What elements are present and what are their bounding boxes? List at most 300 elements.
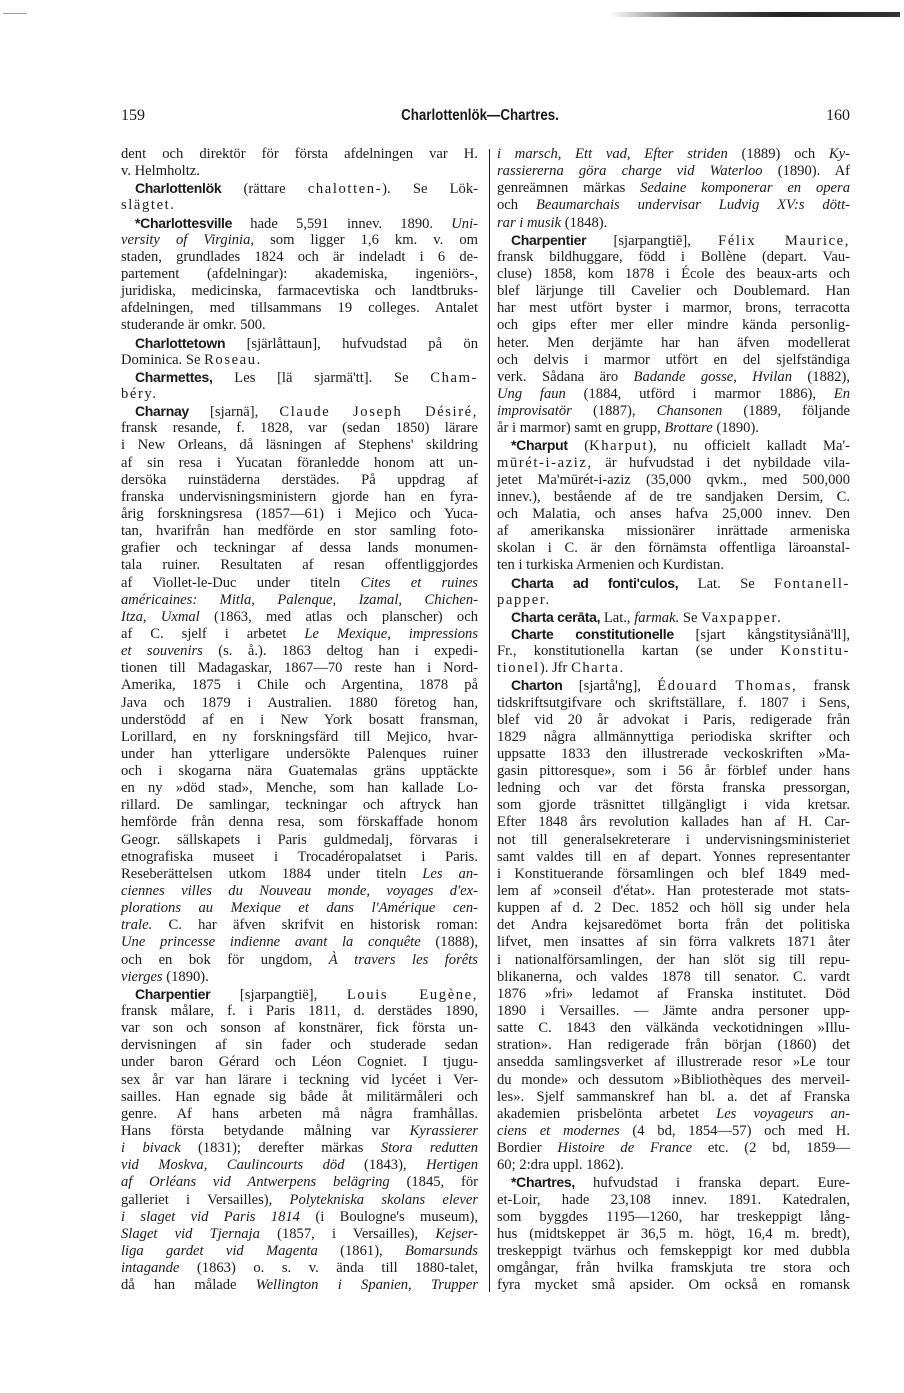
text-line [121,1260,478,1277]
body-text: fransk [797,678,850,695]
body-text: Se [679,609,702,626]
text-line [121,1072,478,1089]
entry-headword: *Charlottesville [135,214,233,231]
body-text: v. Helmholtz. [121,163,200,180]
text-line [121,849,478,866]
text-line [121,437,478,454]
page-number-left: 159 [121,107,145,124]
text-line [121,609,478,626]
text-line [121,677,478,694]
text-line [497,934,850,951]
body-text: ). Jfr [539,660,572,677]
body-text: har mest utfört byster i marmor, brons, terracotta [497,300,850,317]
scan-artifact [3,13,27,14]
text-line [497,1226,850,1243]
italic-text: Uni- [451,215,478,232]
body-text: (1882), [792,368,850,385]
text-line [121,523,478,540]
body-text: juridiska, medicinska, farmacevtiska och landtbruks- [121,283,478,300]
body-text: (1890). [712,420,759,437]
italic-text: Ky- [828,146,850,162]
italic-text: Une princesse indienne avant la conquête [121,934,421,951]
body-text: (1890). Af [762,163,850,180]
text-line [497,1140,850,1157]
italic-text: vid Moskva, Caulincourts död [121,1157,345,1174]
text-line [121,1157,478,1174]
body-text: i New Orleans, då läsningen af Stephens' skildring [121,437,478,454]
text-line [121,814,478,831]
text-line [121,1174,478,1191]
text-line [497,969,850,986]
text-line [121,797,478,814]
text-line [497,1123,850,1140]
text-line [121,1089,478,1106]
text-line [497,317,850,334]
body-text: hemförde från denna resa, som förskaffade honom [121,814,478,831]
body-text: (1889) och [727,146,829,162]
text-line [497,146,850,163]
body-text: fransk resande, f. 1828, var (sedan 1850) lärare [121,420,478,437]
body-text: fyra mycket små apsider. Om också en romansk [497,1277,850,1294]
spaced-text: Roseau. [204,351,262,368]
italic-text: ciennes villes du Nouveau monde, voyages d'ex- [121,883,478,900]
italic-text: i marsch, Ett vad, Efter striden [497,146,728,162]
body-text: lem af »conseil d'état». Han protesterade mot stats- [497,883,850,900]
text-line [121,249,478,266]
entry-headword: Charte constitutionelle [511,625,674,642]
body-text: och delvis i marmor utfört en del sjelfständiga [497,351,850,368]
text-line [497,609,850,626]
body-text: (1861), [317,1243,406,1259]
body-text: genreämnen märkas [497,180,641,197]
body-text: af amerikanska missionärer inrättade armeniska [497,523,850,540]
body-text: (4 bd, 1854—57) och med H. [619,1123,850,1140]
text-line [121,1123,478,1140]
text-line [121,934,478,951]
text-line [497,369,850,386]
body-text: du monde» och dessutom »Bibliothèques des merveil- [497,1071,850,1088]
body-text: Lat., [600,609,635,626]
text-line [497,729,850,746]
body-text: understödd af en i New York bosatt fransman, [121,711,478,728]
entry-headword: Charpentier [511,231,587,248]
body-text: under baron Gérard och Léon Cogniet. I tjugu- [121,1054,478,1071]
text-line [121,575,478,592]
left-column [121,146,478,1294]
body-text: Geogr. sällskapets i Paris guldmedalj, förvaras i [121,831,478,848]
text-line [121,1003,478,1020]
italic-text: Chansonen [656,403,723,420]
entry-headword: Charlottenlök [135,180,222,197]
italic-text: Brottare [664,420,713,437]
text-line [121,900,478,917]
body-text: 60; 2:dra uppl. 1862). [497,1157,624,1174]
body-text: galleriet i Versailles), [121,1191,290,1208]
page-number-right: 160 [826,107,850,124]
body-text: tala ruiner. Resultaten af resan offentliggjordes [121,557,478,574]
body-text: (1831); derefter märkas [180,1140,381,1157]
body-text: (rättare [221,181,308,198]
italic-text: Cites et ruines [360,574,478,591]
text-line [121,1054,478,1071]
text-line [497,335,850,352]
body-text: ), nu officielt kalladt Ma'- [648,438,850,455]
body-text: (1890). [162,968,209,985]
entry-headword: Charton [511,677,563,694]
text-line [497,780,850,797]
text-line [497,352,850,369]
body-text: årig forskningsresa (1857—61) i Mejico och Yuca- [121,505,478,522]
text-line [121,215,478,232]
body-text: partement (afdelningar): akademiska, ingeniörs-, [121,265,478,282]
text-line [121,883,478,900]
body-text: blikanerna, och valdes 1878 till senator. C. vardt [497,968,850,985]
body-text: et-Loir, hade 23,108 innev. 1891. Katedralen, [497,1191,850,1208]
spaced-text: Charta. [571,660,625,677]
body-text: Lat. Se [678,575,774,592]
column-divider [489,149,490,1292]
body-text: då han målade [121,1277,256,1294]
spaced-text: slägtet. [121,197,176,214]
body-text: och gips efter mer eller mindre kända personlig- [497,317,850,334]
italic-text: improvisatör [497,403,572,420]
body-text: 1829 några allmännyttiga periodiska skrifter och [497,728,850,745]
italic-text: trale. [121,917,153,934]
text-line [497,215,850,232]
body-text: af sin resa i Yucatan föranledde honom att un- [121,454,478,471]
body-text: (1857, i Versailles), [259,1225,436,1242]
body-text: det Andra kejsaredömet borta från det politiska [497,917,850,934]
italic-text: i bivack [121,1140,181,1157]
text-line [497,849,850,866]
body-text: les». Sjelf sammanskref han bl. a. det af Franska [497,1088,850,1105]
entry-headword: *Chartres, [511,1174,575,1191]
body-text: grafier och teckningar af dessa lands monumen- [121,540,478,557]
body-text: (1889, följande [722,403,850,420]
text-line [121,1106,478,1123]
text-line [121,180,478,197]
italic-text: Stora redutten [380,1140,478,1157]
italic-text: farmak. [634,609,680,626]
text-line [497,763,850,780]
text-line [497,540,850,557]
body-text: jetet Ma'mūrét-i-aziz (35,000 qvkm., med 500,000 [497,471,850,488]
body-text: och Malatia, och anses hafva 25,000 innev. Den [497,505,850,522]
text-line [497,557,850,574]
italic-text: À travers les forêts [328,951,478,968]
italic-text: Sedaine komponerar en opera [640,180,850,197]
italic-text: Ung faun [497,385,566,402]
body-text: ( [567,438,590,455]
text-line [497,695,850,712]
body-text: etnografiska museet i Trocadéropalatset i Paris. [121,848,478,865]
spaced-text: Édouard Thomas, [657,678,798,695]
body-text: fransk bildhuggare, född i Bollène (depart. Vau- [497,248,850,265]
body-text: sex år var han lärare i teckning vid lycéet i Ver- [121,1071,478,1088]
text-line [121,540,478,557]
text-line [497,900,850,917]
text-line [121,1140,478,1157]
text-line [497,1209,850,1226]
spaced-text: Félix Maurice, [718,232,850,249]
body-text: Les [lä sjarmä'tt]. Se [212,369,431,386]
text-line [121,1020,478,1037]
body-text: Java och 1879 i Australien. 1880 företog han, [121,694,478,711]
italic-text: Itza, Uxmal [121,608,200,625]
body-text: (1843), [344,1157,427,1174]
text-line [497,180,850,197]
body-text: och en bok för ungdom, [121,951,329,968]
body-text: af Viollet-le-Duc under titeln [121,574,361,591]
text-line [121,1226,478,1243]
body-text: [sjärlåttaun], hufvudstad på ön [225,335,478,352]
text-line [121,712,478,729]
body-text: (1863) o. s. v. ända till 1880-talet, [179,1260,478,1277]
text-line [121,266,478,283]
italic-text: Kejser- [435,1225,478,1242]
text-line [121,197,478,214]
spaced-text: Fontanell- [774,575,850,592]
italic-text: Badande gosse, Hvilan [633,368,793,385]
text-line [121,352,478,369]
spaced-text: mūrét-i-aziz, [497,454,593,471]
body-text: heter. Men derjämte har han äfven modellerat [497,334,850,351]
body-text: ansedda samlingsverket af illustrerade resor »Le tour [497,1054,850,1071]
body-text: (s. å.). 1863 deltog han i expedi- [202,643,478,660]
spaced-text: papper. [497,591,551,608]
text-line [121,403,478,420]
text-line [497,592,850,609]
text-line [121,472,478,489]
body-text: en ny »död stad», Menche, som han kallade Lo- [121,780,478,797]
italic-text: En [833,385,850,402]
italic-text: af Orléans vid Antwerpens belägring [121,1174,390,1191]
body-text: satte C. 1843 den välkända veckotidningen »Illu- [497,1020,850,1037]
entry-headword: Charlottetown [135,334,226,351]
spaced-text: Konstitu- [780,643,850,660]
body-text: är hufvudstad i det nybildade vila- [592,454,850,471]
text-line [121,506,478,523]
text-line [497,883,850,900]
body-text: Reseberättelsen utkom 1884 under titeln [121,865,423,882]
text-line [121,557,478,574]
body-text: (i Boulogne's museum), [299,1208,478,1225]
body-text: tan, hvarifrån han medförde en stor samling foto- [121,523,478,540]
body-text: sailles. Han egnade sig både åt militärmåleri och [121,1088,478,1105]
text-line [497,523,850,540]
body-text: i Konstituerande församlingen och blef 1849 med- [497,865,850,882]
text-line [497,283,850,300]
body-text: [sjarnä], [188,404,280,421]
text-line [121,866,478,883]
spaced-text: béry. [121,385,158,402]
body-text: Amerika, 1875 i Chile och Argentina, 1878 på [121,677,478,694]
text-line [121,1209,478,1226]
body-text: (1863, med atlas och planscher) och [199,608,478,625]
text-line [497,575,850,592]
body-text: C. har äfven skrifvit en historisk roman: [152,917,478,934]
spaced-text: chalotten- [307,181,383,198]
text-line [121,592,478,609]
italic-text: Histoire de France [557,1140,693,1157]
body-text: uppsatte 1833 den illustrerade veckoskriften »Ma- [497,745,850,762]
body-text: Efter 1848 års revolution kallades han af H. Car- [497,814,850,831]
italic-text: i slaget vid Paris 1814 [121,1208,300,1225]
body-text: dent och direktör för första afdelningen var H. [121,146,478,162]
text-line [121,1277,478,1294]
italic-text: Hertigen [426,1157,478,1174]
body-text: not till generalsekreterare i undervisningsministeriet [497,831,850,848]
italic-text: Polytekniska skolans elever [289,1191,478,1208]
text-line [497,403,850,420]
italic-text: Le Mexique, impressions [304,625,478,642]
body-text: blef lärjunge till Cavelier och Doublemard. Han [497,283,850,300]
entry-headword: Charmettes, [135,368,213,385]
text-line [497,437,850,454]
text-line [121,489,478,506]
running-head: Charlottenlök—Chartres. [401,107,559,124]
body-text: skolan i C. är den förnämsta offentliga läroanstal- [497,540,850,557]
text-line [121,335,478,352]
text-line [497,917,850,934]
body-text: ledning och var det första franska pressorgan, [497,780,850,797]
text-line [121,1037,478,1054]
text-line [121,917,478,934]
body-text: och i skogarna nära Guatemalas gräns upptäckte [121,763,478,780]
text-line [121,986,478,1003]
text-line [497,1072,850,1089]
body-text: [sjarpangtiē], [586,232,719,249]
text-line [497,814,850,831]
body-text: kuppen af d. 2 Dec. 1852 och höll sig under hela [497,900,850,917]
text-line [497,866,850,883]
spaced-text: Claude Joseph Désiré, [279,404,479,421]
body-text: 1876 »fri» ledamot af Franska institutet. Död [497,985,850,1002]
body-text: som byggdes 1195—1260, har treskeppigt lång- [497,1208,850,1225]
body-text: verk. Sådana äro [497,368,634,385]
italic-text: Wellington i Spanien, Trupper [255,1277,478,1294]
italic-text: plorations au Mexique et dans l'Amérique cen- [121,900,478,917]
body-text: tionen till Madagaskar, 1867—70 reste han i Nord- [121,660,478,677]
italic-text: Kyrassierer [409,1123,478,1140]
body-text: franska undervisningsministern gjorde han en fyra- [121,488,478,505]
text-line [121,660,478,677]
body-text: som ligger 1,6 km. v. om [254,231,478,248]
body-text: fransk målare, f. i Paris 1811, d. derstädes 1890, [121,1003,478,1020]
body-text: år i marmor) samt en grupp, [497,420,665,437]
body-text: Lorillard, en ny forskningsfärd till Mejico, hvar- [121,728,478,745]
body-text: [sjart kångstitysiånä'll], [673,626,850,643]
text-line [121,300,478,317]
spaced-text: Kharput [589,438,649,455]
text-line [121,729,478,746]
text-line [121,232,478,249]
text-line [121,952,478,969]
text-line [121,1243,478,1260]
text-line [497,712,850,729]
body-text: tidskriftsutgifvare och skriftställare, f. 1807 i Sens, [497,694,850,711]
text-line [497,506,850,523]
body-text: gasin pittoresque», som i 56 år förblef under hans [497,763,850,780]
body-text: af C. sjelf i arbetet [121,625,305,642]
entry-headword: *Charput [511,437,568,454]
text-line [121,969,478,986]
body-text: Dominica. Se [121,351,205,368]
body-text: Fr., konstitutionella kartan (se under [497,643,781,660]
body-text: och [497,197,536,214]
italic-text: Slaget vid Tjernaja [121,1225,260,1242]
body-text: som gjorde träsnittet tillgängligt i vida kretsar. [497,797,850,814]
text-line [497,660,850,677]
text-line [497,455,850,472]
body-text: ). Se Lök- [382,181,478,198]
text-line [497,1037,850,1054]
body-text: i nationalförsamlingen, der han slöt sig till repu- [497,951,850,968]
text-line [121,1192,478,1209]
text-line [497,163,850,180]
text-line [497,1020,850,1037]
italic-text: rassiererna göra charge vid Waterloo [497,163,763,180]
body-text: akademien prisbelönta arbetet [497,1105,717,1122]
text-line [121,146,478,163]
body-text: innev.), bestående af de tre sandjaken Dersim, C. [497,488,850,505]
text-line [497,300,850,317]
text-line [121,317,478,334]
text-line [497,1260,850,1277]
text-line [497,1054,850,1071]
text-line [497,986,850,1003]
body-text: studerande är omkr. 500. [121,317,266,334]
text-line [121,832,478,849]
text-line [497,386,850,403]
body-text: etc. (2 bd, 1859— [692,1140,851,1157]
spaced-text: Cham- [430,369,478,386]
body-text: var son och sonson af konstnärer, fick första un- [121,1020,478,1037]
body-text: blef vid 20 år advokat i Paris, redigerade från [497,711,850,728]
text-line [497,1106,850,1123]
text-line [497,1192,850,1209]
italic-text: vierges [121,968,163,985]
italic-text: intagande [121,1260,180,1277]
body-text: staden, grundlades 1824 och är indeladt i 6 de- [121,248,478,265]
italic-text: Les voyageurs an- [716,1105,850,1122]
scan-artifact [610,12,900,17]
text-line [497,232,850,249]
body-text: omgångar, från hvilka framskjuta tre stora och [497,1260,850,1277]
text-line [497,420,850,437]
text-line [497,643,850,660]
body-text: (1884, utförd i marmor 1886), [565,385,834,402]
text-line [497,746,850,763]
text-line [497,1277,850,1294]
text-line [497,952,850,969]
body-text: under han ytterligare undersökte Palenques ruiner [121,745,478,762]
italic-text: Beaumarchais undervisar Ludvig XV:s dött- [535,197,850,214]
text-line [497,677,850,694]
text-line [121,746,478,763]
italic-text: ciens et modernes [497,1123,620,1140]
body-text: Hans första betydande målning var [121,1123,410,1140]
text-line [121,163,478,180]
entry-headword: Charpentier [135,985,211,1002]
body-text: treskeppigt tvärhus och femskeppigt kor med dubbla [497,1243,850,1259]
body-text: dervisningen af sin fader och studerade sedan [121,1037,478,1054]
text-line [497,197,850,214]
body-text: afdelningen, med tillsammans 19 colleges. Antalet [121,300,478,317]
body-text: 1890 i Versailles. — Jämte andra personer upp- [497,1003,850,1020]
text-line [497,266,850,283]
text-line [497,1243,850,1260]
